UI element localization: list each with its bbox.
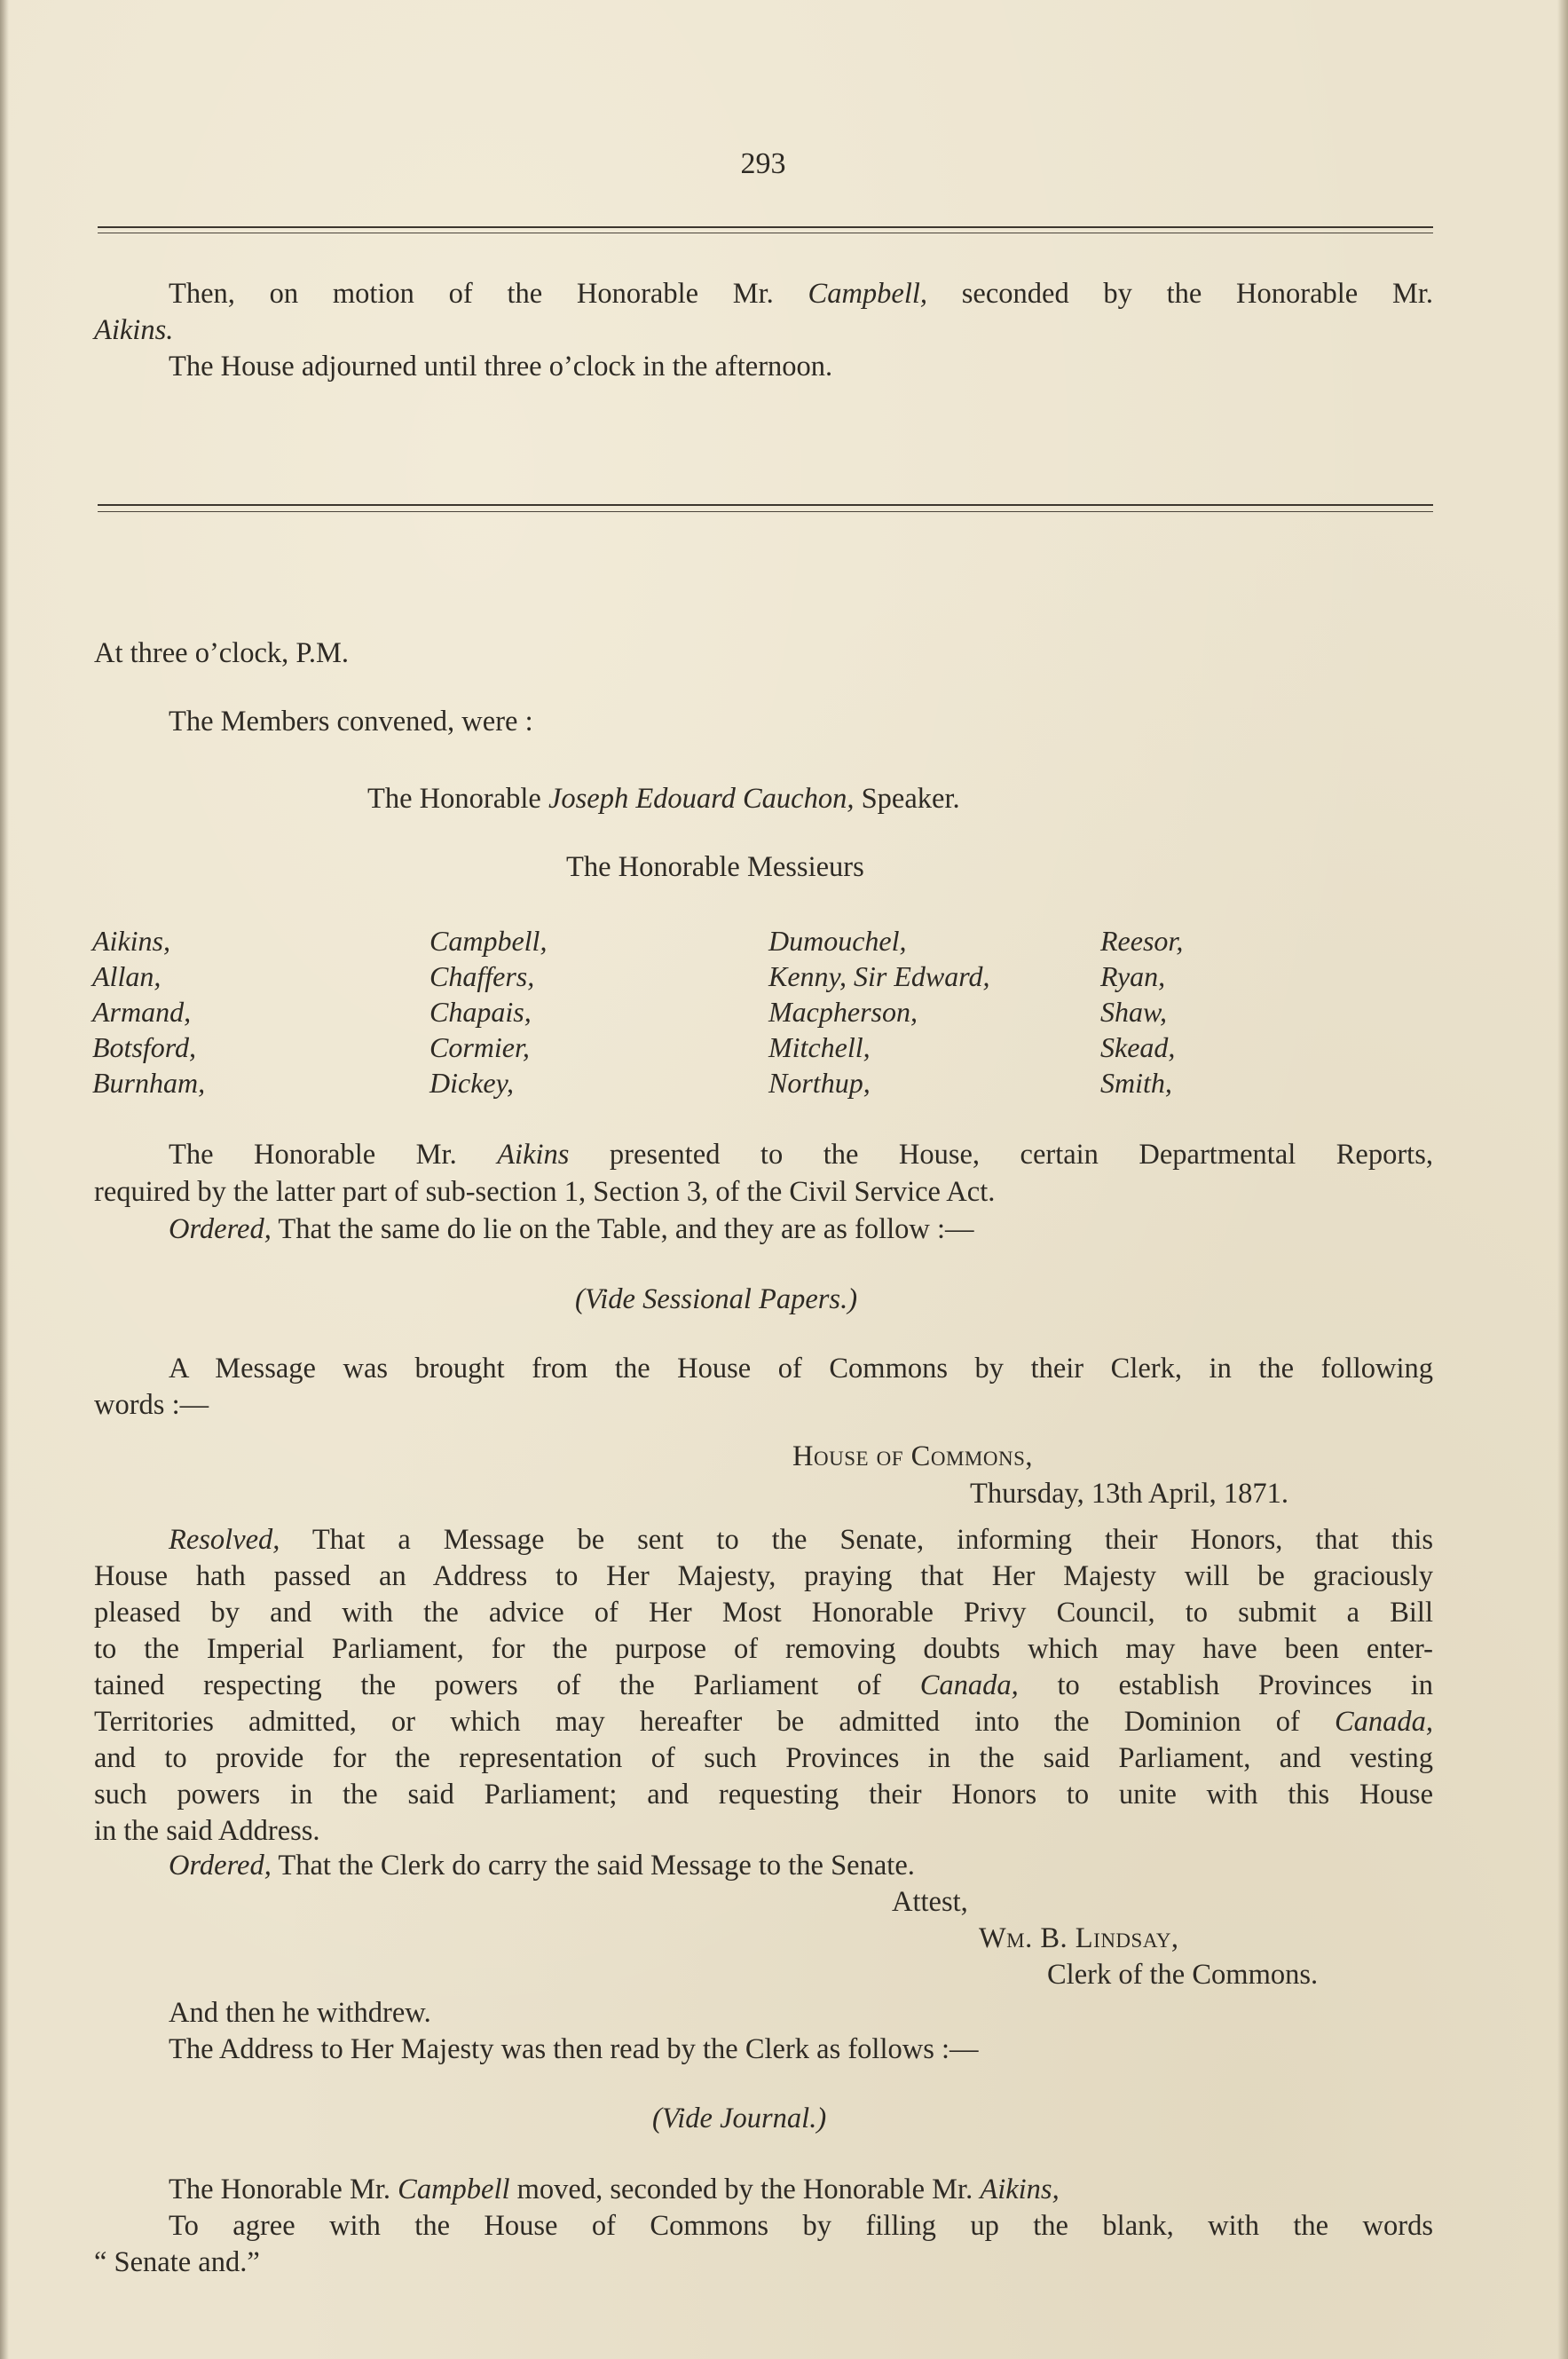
- resolved-line-1: Resolved, That a Message be sent to the Senate, informing their Honors, that this: [169, 1524, 1433, 1556]
- message-line-2: words :—: [94, 1389, 209, 1421]
- resolved-line-4: to the Imperial Parliament, for the purpose of removing doubts which may have been enter-: [94, 1633, 1433, 1665]
- member-name: Skead,: [1100, 1031, 1176, 1063]
- vide-journal: (Vide Journal.): [652, 2103, 827, 2134]
- member-name: Chapais,: [429, 996, 532, 1028]
- resolved-line-6: Territories admitted, or which may hereafter be admitted into the Dominion of Canada,: [94, 1706, 1434, 1738]
- motion-line-2: To agree with the House of Commons by filling up the blank, with the words: [169, 2210, 1433, 2242]
- member-name: Dickey,: [429, 1067, 515, 1099]
- speaker-line: The Honorable Joseph Edouard Cauchon, Speaker.: [367, 783, 960, 815]
- member-name: Armand,: [92, 996, 192, 1028]
- resolved-line-3: pleased by and with the advice of Her Most Honorable Privy Council, to submit a Bill: [94, 1597, 1433, 1629]
- member-name: Mitchell,: [768, 1031, 871, 1063]
- member-name: Botsford,: [92, 1031, 197, 1063]
- motion-line-1: The Honorable Mr. Campbell moved, seconded by the Honorable Mr. Aikins,: [169, 2174, 1060, 2205]
- resolved-line-9: in the said Address.: [94, 1815, 320, 1847]
- signatory-name: Wm. B. Lindsay,: [979, 1922, 1179, 1954]
- reports-line-3: Ordered, That the same do lie on the Table, and they are as follow :—: [169, 1213, 974, 1245]
- page-number: 293: [740, 147, 786, 180]
- vide-sessional-papers: (Vide Sessional Papers.): [575, 1283, 858, 1315]
- member-name: Cormier,: [429, 1031, 530, 1063]
- member-name: Allan,: [92, 960, 162, 992]
- page-edge-shadow-left: [0, 0, 9, 2359]
- resolved-line-8: such powers in the said Parliament; and requesting their Honors to unite with this House: [94, 1779, 1433, 1811]
- header-rule-top: [98, 226, 1433, 228]
- adjournment-line-1: Then, on motion of the Honorable Mr. Campbell, seconded by the Honorable Mr.: [169, 278, 1433, 310]
- member-name: Ryan,: [1100, 960, 1166, 992]
- adjournment-line-3: The House adjourned until three o’clock in the afternoon.: [169, 351, 833, 383]
- signatory-title: Clerk of the Commons.: [1047, 1959, 1319, 1991]
- member-name: Northup,: [768, 1067, 871, 1099]
- member-name: Burnham,: [92, 1067, 206, 1099]
- session-time: At three o’clock, P.M.: [94, 637, 350, 669]
- resolved-line-2: House hath passed an Address to Her Majesty, praying that Her Majesty will be graciously: [94, 1560, 1433, 1592]
- motion-line-3: “ Senate and.”: [94, 2246, 260, 2278]
- page-edge-shadow-right: [1557, 0, 1568, 2359]
- member-name: Campbell,: [429, 925, 548, 957]
- section-rule-bottom: [98, 511, 1433, 512]
- section-rule-top: [98, 504, 1433, 506]
- member-name: Macpherson,: [768, 996, 918, 1028]
- members-convened-label: The Members convened, were :: [169, 706, 533, 738]
- member-name: Chaffers,: [429, 960, 535, 992]
- reports-line-2: required by the latter part of sub-section 1, Section 3, of the Civil Service Act.: [94, 1176, 996, 1208]
- adjournment-line-2: Aikins.: [94, 314, 174, 346]
- member-name: Kenny, Sir Edward,: [768, 960, 990, 992]
- message-date: Thursday, 13th April, 1871.: [970, 1478, 1288, 1510]
- withdrew-line: And then he withdrew.: [169, 1997, 431, 2029]
- resolved-line-5: tained respecting the powers of the Parliament of Canada, to establish Provinces in: [94, 1669, 1434, 1701]
- member-name: Reesor,: [1100, 925, 1184, 957]
- ordered-line: Ordered, That the Clerk do carry the said Message to the Senate.: [169, 1850, 915, 1882]
- message-line-1: A Message was brought from the House of Commons by their Clerk, in the following: [169, 1353, 1433, 1385]
- message-heading: House of Commons,: [792, 1440, 1034, 1472]
- member-name: Smith,: [1100, 1067, 1172, 1099]
- reports-line-1: The Honorable Mr. Aikins presented to the House, certain Departmental Reports,: [169, 1139, 1433, 1171]
- resolved-line-7: and to provide for the representation of such Provinces in the said Parliament, and vesting: [94, 1742, 1433, 1774]
- member-name: Shaw,: [1100, 996, 1167, 1028]
- address-read-line: The Address to Her Majesty was then read by the Clerk as follows :—: [169, 2033, 979, 2065]
- member-name: Aikins,: [92, 925, 170, 957]
- messieurs-heading: The Honorable Messieurs: [566, 851, 864, 883]
- member-name: Dumouchel,: [768, 925, 907, 957]
- attest-label: Attest,: [892, 1886, 968, 1918]
